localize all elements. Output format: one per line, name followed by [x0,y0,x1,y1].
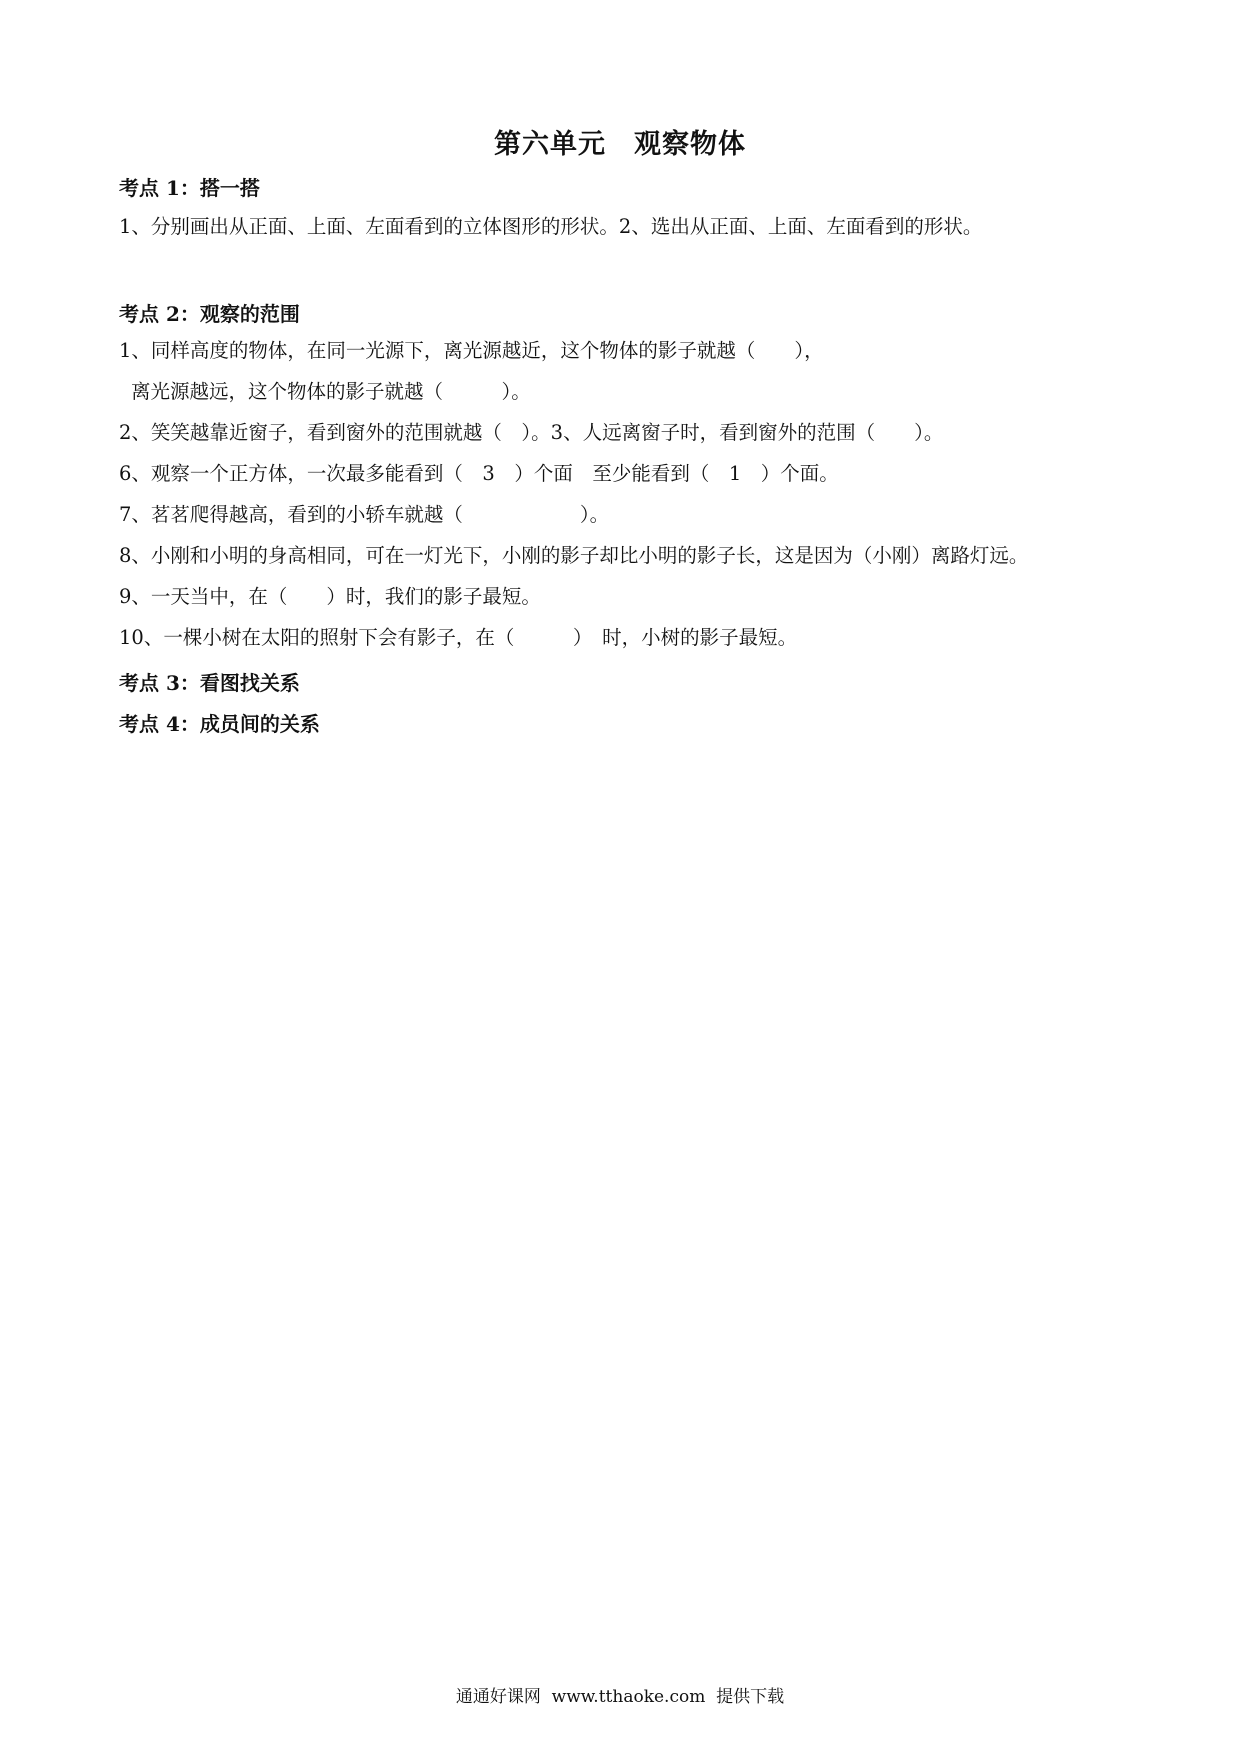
section-3-heading: 考点 3：看图找关系 [119,671,300,695]
section-2-line-2: 离光源越远，这个物体的影子就越（ ）。 [131,380,531,403]
page-title: 第六单元 观察物体 [494,129,746,160]
section-2-line-8: 10、一棵小树在太阳的照射下会有影子，在（ ） 时，小树的影子最短。 [119,626,798,649]
section-2-line-5: 7、茗茗爬得越高，看到的小轿车就越（ ）。 [119,503,610,526]
section-2-line-6: 8、小刚和小明的身高相同，可在一灯光下，小刚的影子却比小明的影子长，这是因为（小刚）离路灯远。 [119,544,1029,567]
section-2-line-7: 9、一天当中，在（ ）时，我们的影子最短。 [119,585,541,608]
section-1-heading: 考点 1：搭一搭 [119,176,260,200]
section-2-line-3: 2、笑笑越靠近窗子，看到窗外的范围就越（ ）。3、人远离窗子时，看到窗外的范围（ ）。 [119,421,944,444]
section-2-line-1: 1、同样高度的物体，在同一光源下，离光源越近，这个物体的影子就越（ ）， [119,339,824,362]
footer: 通通好课网 www.tthaoke.com 提供下载 [455,1687,785,1707]
section-2-line-4: 6、观察一个正方体，一次最多能看到（ 3 ）个面 至少能看到（ 1 ）个面。 [119,462,839,485]
section-1-line-1: 1、分别画出从正面、上面、左面看到的立体图形的形状。2、选出从正面、上面、左面看到的形状。 [119,215,983,238]
section-2-heading: 考点 2：观察的范围 [119,302,300,326]
section-4-heading: 考点 4：成员间的关系 [119,712,320,736]
